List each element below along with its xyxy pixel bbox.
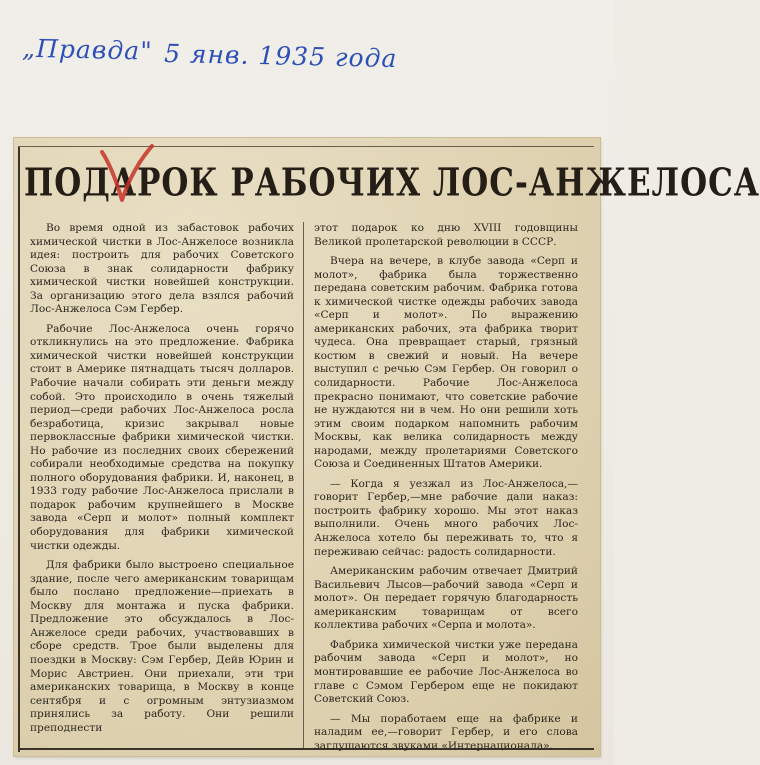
paragraph: Для фабрики было выстроено специальное здание, после чего американским товарищам было послано предложение—приехать в Москву для монтажа и пуска фабрики. Предложение это обсуждалось в Лос-Анжелосе среди рабочих, участвовавших в сборе средств. Трое были выделены для поездки в Москву: Сэм Гербер, Дейв Юрин и Морис Австриен. Они приехали, эти три американских товарища, в Москву в конце сентября и с огромным энтузиазмом принялись за работу. Они решили преподнести — [30, 559, 294, 734]
paragraph: этот подарок ко дню XVIII годовщины Великой пролетарской революции в СССР. — [314, 222, 578, 248]
column-rule-center — [303, 222, 304, 748]
paragraph: Рабочие Лос-Анжелоса очень горячо откликнулись на это предложение. Фабрика химической чистки новейшей конструкции стоит в Америке пятнадцать тысяч долларов. Рабочие начали собирать эти деньги между собой. Это происходило в очень тяжелый период—среди рабочих Лос-Анжелоса росла безработица, кризис закрывал новые первоклассные фабрики химической чистки. Но рабочие из последних своих сбережений собирали необходимые средства на покупку полного оборудования фабрики. И, наконец, в 1933 году рабочие Лос-Анжелоса прислали в подарок рабочим крупнейшего в Москве завода «Серп и молот» полный комплект оборудования для фабрики химической чистки одежды. — [30, 322, 294, 552]
handwritten-date: 5 янв. 1935 года — [163, 38, 398, 74]
newspaper-clipping — [14, 138, 760, 756]
red-check-mark-icon — [96, 142, 156, 206]
article-headline: ПОДАРОК РАБОЧИХ ЛОС-АНЖЕЛОСА — [24, 160, 760, 206]
article-column-left — [30, 222, 294, 750]
paragraph: Фабрика химической чистки уже передана рабочим завода «Серп и молот», но монтировавшие ее рабочие Лос-Анжелоса во главе с Сэмом Гербером еще не покидают Советский Союз. — [314, 638, 578, 706]
paragraph: Американским рабочим отвечает Дмитрий Васильевич Лысов—рабочий завода «Серп и молот». Он передает горячую благодарность американским товарищам от всего коллектива рабочих «Серпа и молота». — [314, 565, 578, 632]
handwritten-newspaper-name: „Правда" — [21, 33, 153, 66]
paragraph: — Мы поработаем еще на фабрике и наладим ее,—говорит Гербер, и его слова заглушаются звуками «Интернационала». — [314, 712, 578, 752]
column-rule-left — [18, 146, 20, 752]
paragraph: — Когда я уезжал из Лос-Анжелоса,— говорит Гербер,—мне рабочие дали наказ: построить фабрику хорошо. Мы этот наказ выполнили. Очень много рабочих Лос-Анжелоса хотело бы переживать то, что я переживаю сейчас: радость солидарности. — [314, 477, 578, 558]
paragraph: Во время одной из забастовок рабочих химической чистки в Лос-Анжелосе возникла идея: построить для рабочих Советского Союза в знак солидарности фабрику химической чистки новейшей конструкции. За организацию этого дела взялся рабочий Лос-Анжелоса Сэм Гербер. — [30, 222, 294, 316]
paragraph: Вчера на вечере, в клубе завода «Серп и молот», фабрика была торжественно передана советским рабочим. Фабрика готова к химической чистке одежды рабочих завода «Серп и молот». По выражению американских рабочих, эта фабрика творит чудеса. Она превращает старый, грязный костюм в свежий и новый. На вечере выступил с речью Сэм Гербер. Он говорил о солидарности. Рабочие Лос-Анжелоса прекрасно понимают, что советские рабочие не нуждаются ни в чем. Но они решили хоть этим своим подарком напомнить рабочим Москвы, как велика солидарность между народами, между пролетариями Советского Союза и Соединенных Штатов Америки. — [314, 255, 578, 471]
article-column-right — [314, 222, 578, 750]
